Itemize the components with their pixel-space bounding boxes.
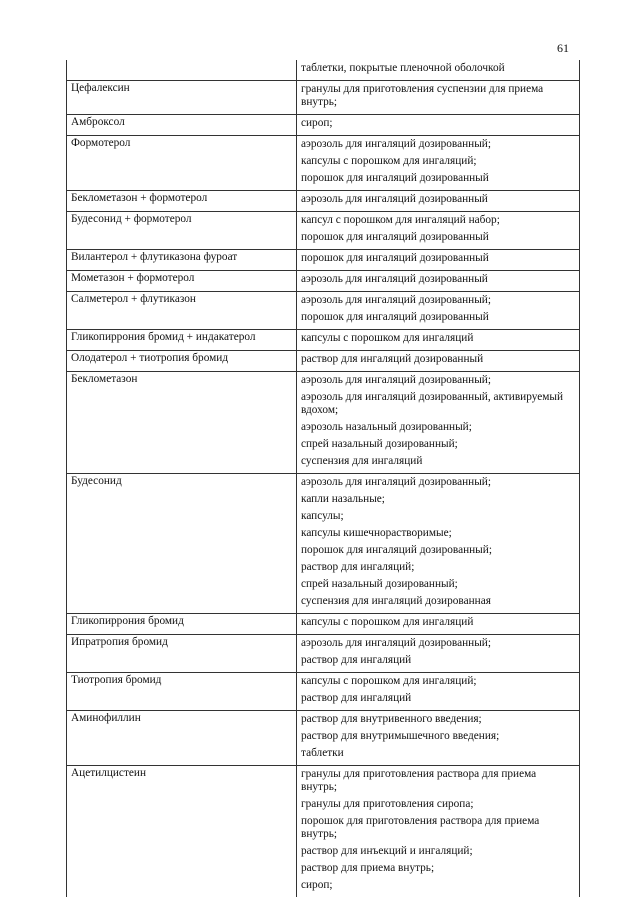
- dosage-form-line: аэрозоль для ингаляций дозированный;: [301, 138, 491, 150]
- table-row: [67, 136, 580, 191]
- dosage-form-line: порошок для ингаляций дозированный: [301, 252, 489, 264]
- table-row: [67, 191, 580, 212]
- dosage-form-line: аэрозоль для ингаляций дозированный: [301, 193, 488, 205]
- drug-name-cell: Салметерол + флутиказон: [67, 292, 297, 330]
- dosage-form-line: аэрозоль назальный дозированный;: [301, 421, 472, 433]
- table-row: [67, 81, 580, 115]
- dosage-form-line: капсулы кишечнорастворимые;: [301, 527, 452, 539]
- dosage-form-cell: [297, 115, 580, 136]
- dosage-form-cell: [297, 60, 580, 81]
- dosage-form-line: раствор для внутримышечного введения;: [301, 730, 500, 742]
- table-row: [67, 330, 580, 351]
- dosage-form-line: сироп;: [301, 879, 333, 891]
- dosage-form-line: спрей назальный дозированный;: [301, 438, 458, 450]
- dosage-form-line: таблетки: [301, 747, 344, 759]
- dosage-form-line: таблетки, покрытые пленочной оболочкой: [301, 62, 505, 74]
- table-row: [67, 673, 580, 711]
- drug-name-cell: Вилантерол + флутиказона фуроат: [67, 250, 297, 271]
- dosage-form-line: суспензия для ингаляций: [301, 455, 423, 467]
- dosage-form-cell: [297, 635, 580, 673]
- dosage-form-line: сироп;: [301, 117, 333, 129]
- drug-name-cell: Амброксол: [67, 115, 297, 136]
- dosage-form-cell: [297, 673, 580, 711]
- dosage-form-cell: [297, 81, 580, 115]
- dosage-form-line: аэрозоль для ингаляций дозированный: [301, 273, 488, 285]
- drug-table: [66, 60, 580, 897]
- dosage-form-line: капсул с порошком для ингаляций набор;: [301, 214, 500, 226]
- drug-name-cell: Ацетилцистеин: [67, 766, 297, 898]
- dosage-form-line: раствор для ингаляций;: [301, 561, 415, 573]
- dosage-form-line: гранулы для приготовления сиропа;: [301, 798, 474, 810]
- drug-name-cell: Беклометазон: [67, 372, 297, 474]
- dosage-form-cell: [297, 292, 580, 330]
- dosage-form-line: гранулы для приготовления суспензии для приема внутрь;: [301, 83, 544, 108]
- table-row: [67, 250, 580, 271]
- table-row: [67, 635, 580, 673]
- drug-name-cell: Аминофиллин: [67, 711, 297, 766]
- drug-name-cell: [67, 60, 297, 81]
- dosage-form-line: порошок для ингаляций дозированный;: [301, 544, 492, 556]
- dosage-form-line: капли назальные;: [301, 493, 385, 505]
- dosage-form-line: аэрозоль для ингаляций дозированный;: [301, 374, 491, 386]
- dosage-form-line: раствор для приема внутрь;: [301, 862, 435, 874]
- dosage-form-cell: [297, 711, 580, 766]
- table-row: [67, 766, 580, 898]
- dosage-form-line: порошок для ингаляций дозированный: [301, 311, 489, 323]
- dosage-form-cell: [297, 766, 580, 898]
- dosage-form-line: капсулы с порошком для ингаляций;: [301, 675, 477, 687]
- dosage-form-line: спрей назальный дозированный;: [301, 578, 458, 590]
- dosage-form-line: аэрозоль для ингаляций дозированный;: [301, 294, 491, 306]
- dosage-form-line: раствор для ингаляций дозированный: [301, 353, 484, 365]
- dosage-form-line: раствор для инъекций и ингаляций;: [301, 845, 473, 857]
- dosage-form-cell: [297, 212, 580, 250]
- dosage-form-line: капсулы;: [301, 510, 344, 522]
- table-row: [67, 115, 580, 136]
- dosage-form-cell: [297, 372, 580, 474]
- dosage-form-cell: [297, 136, 580, 191]
- dosage-form-line: капсулы с порошком для ингаляций: [301, 616, 474, 628]
- table-row: [67, 292, 580, 330]
- drug-name-cell: Гликопиррония бромид + индакатерол: [67, 330, 297, 351]
- drug-name-cell: Цефалексин: [67, 81, 297, 115]
- dosage-form-line: раствор для ингаляций: [301, 692, 412, 704]
- dosage-form-cell: [297, 330, 580, 351]
- dosage-form-line: раствор для внутривенного введения;: [301, 713, 482, 725]
- dosage-form-cell: [297, 614, 580, 635]
- page-number: 61: [557, 41, 569, 55]
- drug-name-cell: Тиотропия бромид: [67, 673, 297, 711]
- dosage-form-line: аэрозоль для ингаляций дозированный;: [301, 476, 491, 488]
- drug-name-cell: Олодатерол + тиотропия бромид: [67, 351, 297, 372]
- table-row: [67, 212, 580, 250]
- dosage-form-cell: [297, 250, 580, 271]
- dosage-form-line: порошок для ингаляций дозированный: [301, 172, 489, 184]
- dosage-form-cell: [297, 271, 580, 292]
- dosage-form-line: суспензия для ингаляций дозированная: [301, 595, 491, 607]
- dosage-form-line: аэрозоль для ингаляций дозированный, активируемый вдохом;: [301, 391, 563, 416]
- dosage-form-line: раствор для ингаляций: [301, 654, 412, 666]
- dosage-form-line: порошок для ингаляций дозированный: [301, 231, 489, 243]
- dosage-form-line: капсулы с порошком для ингаляций: [301, 332, 474, 344]
- table-body: [67, 60, 580, 897]
- table-row: [67, 711, 580, 766]
- table-row: [67, 614, 580, 635]
- drug-name-cell: Формотерол: [67, 136, 297, 191]
- table-row: [67, 474, 580, 614]
- drug-name-cell: Мометазон + формотерол: [67, 271, 297, 292]
- table-row: [67, 351, 580, 372]
- table-row: [67, 271, 580, 292]
- table-row: [67, 372, 580, 474]
- dosage-form-cell: [297, 191, 580, 212]
- dosage-form-cell: [297, 351, 580, 372]
- drug-name-cell: Будесонид + формотерол: [67, 212, 297, 250]
- table-row: [67, 60, 580, 81]
- dosage-form-line: аэрозоль для ингаляций дозированный;: [301, 637, 491, 649]
- dosage-form-line: порошок для приготовления раствора для приема внутрь;: [301, 815, 540, 840]
- drug-name-cell: Будесонид: [67, 474, 297, 614]
- drug-name-cell: Беклометазон + формотерол: [67, 191, 297, 212]
- dosage-form-line: гранулы для приготовления раствора для приема внутрь;: [301, 768, 537, 793]
- drug-name-cell: Ипратропия бромид: [67, 635, 297, 673]
- dosage-form-cell: [297, 474, 580, 614]
- drug-name-cell: Гликопиррония бромид: [67, 614, 297, 635]
- dosage-form-line: капсулы с порошком для ингаляций;: [301, 155, 477, 167]
